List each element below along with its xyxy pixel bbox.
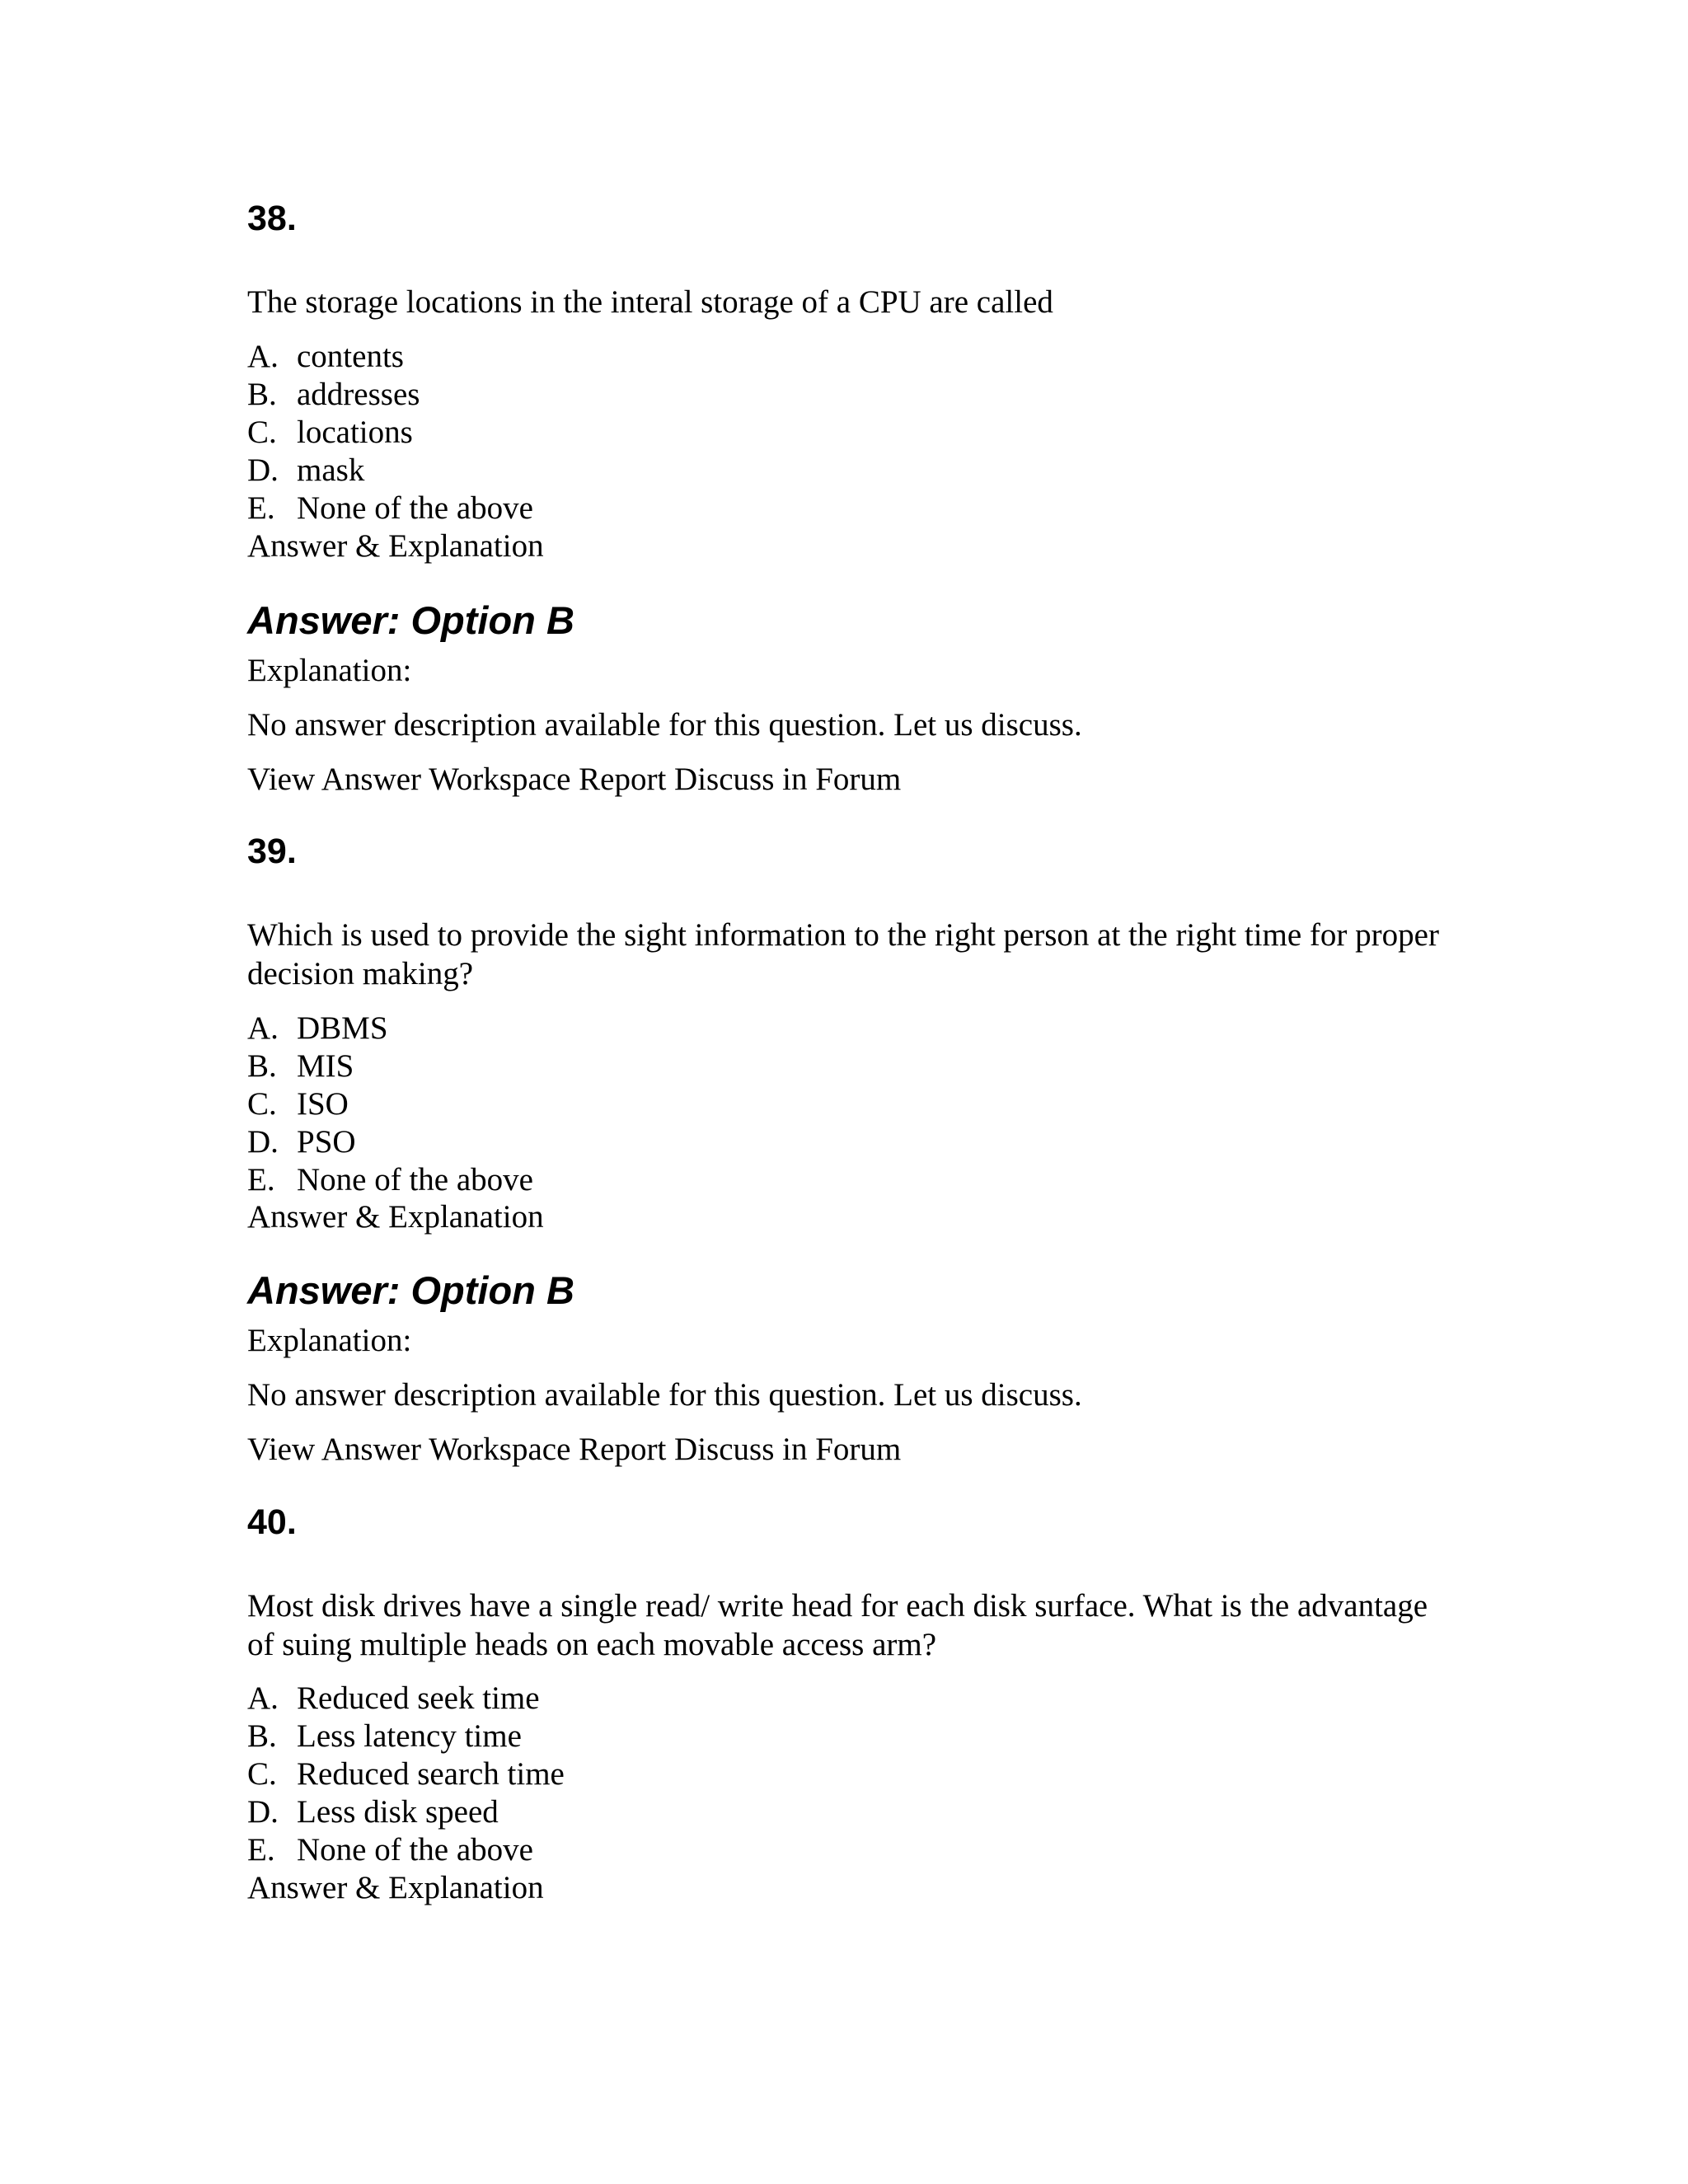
option-letter: C.: [247, 1086, 277, 1122]
report-link[interactable]: Report: [579, 762, 667, 797]
question-links: [247, 1431, 901, 1469]
option-letter: C.: [247, 415, 277, 450]
question-number: 39.: [247, 832, 297, 871]
option-letter: E.: [247, 490, 275, 526]
workspace-link[interactable]: Workspace: [429, 1432, 571, 1467]
option-letter: B.: [247, 1718, 277, 1754]
option-text: addresses: [297, 377, 420, 412]
option-text: None of the above: [297, 1832, 533, 1868]
option-text: MIS: [297, 1048, 354, 1084]
option-text: Less disk speed: [297, 1794, 499, 1830]
option-item[interactable]: [247, 414, 533, 452]
option-list: [247, 1010, 533, 1199]
answer-heading: Answer: Option B: [247, 1268, 574, 1312]
workspace-link[interactable]: Workspace: [429, 762, 571, 797]
answer-explanation-link[interactable]: Answer & Explanation: [247, 528, 544, 564]
option-letter: C.: [247, 1756, 277, 1792]
explanation-text: No answer description available for this question. Let us discuss.: [247, 1377, 1082, 1413]
answer-heading: Answer: Option B: [247, 598, 574, 642]
option-item[interactable]: [247, 1123, 533, 1161]
option-item[interactable]: [247, 490, 533, 527]
answer-explanation-link[interactable]: Answer & Explanation: [247, 1199, 544, 1235]
option-letter: A.: [247, 1680, 279, 1716]
option-item[interactable]: [247, 1161, 533, 1199]
option-letter: D.: [247, 1794, 279, 1830]
question-text: Which is used to provide the sight information to the right person at the right time for proper decision making?: [247, 917, 1439, 991]
option-list: [247, 1680, 565, 1869]
option-text: Reduced search time: [297, 1756, 565, 1792]
option-letter: D.: [247, 1124, 279, 1160]
option-text: mask: [297, 452, 365, 488]
explanation-label: Explanation:: [247, 653, 412, 688]
question-text: The storage locations in the interal storage of a CPU are called: [247, 284, 1053, 320]
option-item[interactable]: [247, 1718, 565, 1755]
view-answer-link[interactable]: View Answer: [247, 1432, 422, 1467]
option-text: None of the above: [297, 1162, 533, 1197]
option-item[interactable]: [247, 1755, 565, 1793]
option-text: contents: [297, 339, 404, 374]
option-letter: A.: [247, 339, 279, 374]
option-item[interactable]: [247, 1793, 565, 1831]
option-item[interactable]: [247, 1680, 565, 1718]
option-text: None of the above: [297, 490, 533, 526]
option-text: ISO: [297, 1086, 349, 1122]
question-number: 38.: [247, 199, 297, 238]
question-text: Most disk drives have a single read/ write head for each disk surface. What is the advantage of suing multiple heads on each movable access arm?: [247, 1588, 1428, 1662]
option-text: PSO: [297, 1124, 356, 1160]
option-item[interactable]: [247, 338, 533, 376]
option-text: Reduced seek time: [297, 1680, 540, 1716]
option-item[interactable]: [247, 452, 533, 490]
option-letter: D.: [247, 452, 279, 488]
option-item[interactable]: [247, 1831, 565, 1869]
option-item[interactable]: [247, 376, 533, 414]
discuss-in-forum-link[interactable]: Discuss in Forum: [674, 762, 902, 797]
option-letter: E.: [247, 1832, 275, 1868]
answer-explanation-link[interactable]: Answer & Explanation: [247, 1870, 544, 1905]
view-answer-link[interactable]: View Answer: [247, 762, 422, 797]
option-item[interactable]: [247, 1010, 533, 1047]
explanation-label: Explanation:: [247, 1323, 412, 1358]
option-letter: A.: [247, 1010, 279, 1046]
discuss-in-forum-link[interactable]: Discuss in Forum: [674, 1432, 902, 1467]
explanation-text: No answer description available for this question. Let us discuss.: [247, 707, 1082, 743]
option-letter: E.: [247, 1162, 275, 1197]
question-links: [247, 761, 901, 799]
option-text: Less latency time: [297, 1718, 522, 1754]
report-link[interactable]: Report: [579, 1432, 667, 1467]
option-item[interactable]: [247, 1085, 533, 1123]
option-letter: B.: [247, 1048, 277, 1084]
option-text: locations: [297, 415, 413, 450]
option-list: [247, 338, 533, 527]
option-text: DBMS: [297, 1010, 388, 1046]
option-letter: B.: [247, 377, 277, 412]
option-item[interactable]: [247, 1047, 533, 1085]
question-number: 40.: [247, 1502, 297, 1542]
